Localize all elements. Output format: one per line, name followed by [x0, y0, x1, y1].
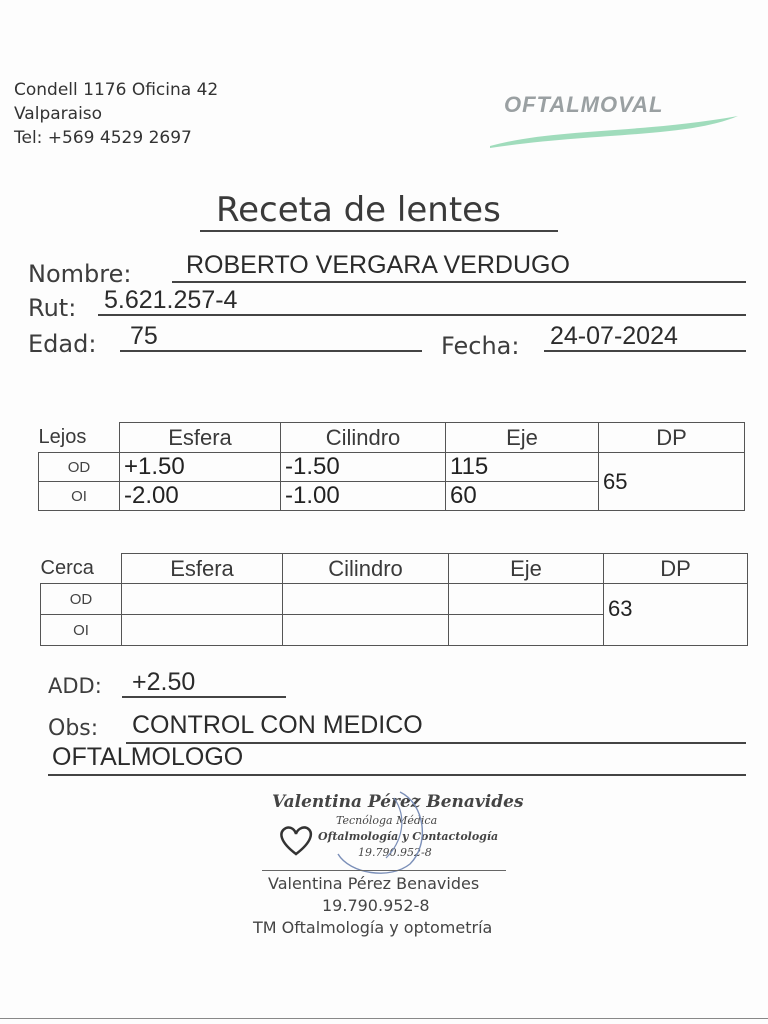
add-line: [122, 696, 286, 698]
nombre-value: ROBERTO VERGARA VERDUGO: [186, 251, 570, 279]
cerca-od-label: OD: [41, 584, 122, 615]
signer-title: TM Oftalmología y optometría: [253, 918, 493, 937]
lejos-od-label: OD: [39, 453, 120, 482]
add-label: ADD:: [48, 674, 102, 698]
cerca-od-eje: [449, 584, 604, 615]
lejos-oi-label: OI: [39, 482, 120, 511]
stamp-line-2: Oftalmología y Contactología: [318, 830, 499, 843]
page-bottom-divider: [0, 1018, 768, 1019]
cerca-dp-value: 63: [604, 584, 748, 646]
lejos-label: Lejos: [38, 425, 87, 448]
fecha-label: Fecha:: [441, 332, 520, 360]
cerca-od-cilindro: [283, 584, 449, 615]
cerca-oi-eje: [449, 615, 604, 646]
cerca-header-cilindro: Cilindro: [283, 554, 449, 584]
logo-wave-icon: [486, 110, 746, 152]
stamp-line-1: Tecnóloga Médica: [336, 814, 438, 827]
cerca-header-dp: DP: [604, 554, 748, 584]
signer-name: Valentina Pérez Benavides: [268, 874, 480, 893]
page-title: Receta de lentes: [216, 190, 501, 230]
lejos-oi-esfera: -2.00: [120, 482, 281, 511]
cerca-oi-cilindro: [283, 615, 449, 646]
fecha-line: [544, 350, 746, 352]
rut-value: 5.621.257-4: [104, 286, 238, 314]
obs-underline-2: [48, 774, 746, 776]
lejos-header-esfera: Esfera: [120, 423, 281, 453]
lejos-header-eje: Eje: [446, 423, 599, 453]
fecha-value: 24-07-2024: [550, 322, 678, 350]
cerca-oi-esfera: [122, 615, 283, 646]
signature-scribble-icon: [330, 784, 440, 880]
obs-label: Obs:: [48, 716, 99, 741]
cerca-table: [40, 553, 748, 646]
stamp-line-3: 19.790.952-8: [358, 846, 432, 859]
obs-line-2: OFTALMOLOGO: [52, 743, 244, 771]
signer-rut: 19.790.952-8: [322, 896, 430, 915]
lejos-oi-cilindro: -1.00: [281, 482, 446, 511]
address-line-2: Valparaiso: [14, 104, 103, 124]
cerca-label: Cerca: [40, 556, 94, 579]
table-row: [41, 584, 748, 615]
table-row: [39, 453, 745, 482]
edad-value: 75: [130, 322, 158, 350]
address-line-1: Condell 1176 Oficina 42: [14, 80, 219, 100]
edad-line: [120, 350, 422, 352]
lejos-dp-value: 65: [599, 453, 745, 511]
lejos-od-eje: 115: [446, 453, 599, 482]
lejos-header-dp: DP: [599, 423, 745, 453]
lejos-oi-eje: 60: [446, 482, 599, 511]
cerca-header-esfera: Esfera: [122, 554, 283, 584]
cerca-oi-label: OI: [41, 615, 122, 646]
lejos-od-cilindro: -1.50: [281, 453, 446, 482]
lejos-od-esfera: +1.50: [120, 453, 281, 482]
lejos-table: [38, 422, 745, 511]
rut-line: [98, 314, 746, 316]
nombre-line: [172, 281, 746, 283]
cerca-od-esfera: [122, 584, 283, 615]
add-value: +2.50: [132, 668, 196, 696]
signature-line: [262, 870, 506, 871]
lejos-header-cilindro: Cilindro: [281, 423, 446, 453]
title-underline: [200, 230, 558, 232]
edad-label: Edad:: [28, 330, 97, 358]
rut-label: Rut:: [28, 294, 77, 322]
stamp-signature-script: Valentina Pérez Benavides: [272, 792, 524, 812]
heart-icon: [276, 822, 316, 858]
cerca-header-eje: Eje: [449, 554, 604, 584]
obs-line-1: CONTROL CON MEDICO: [132, 711, 423, 739]
logo-text: OFTALMOVAL: [504, 92, 664, 117]
nombre-label: Nombre:: [28, 260, 132, 288]
phone: Tel: +569 4529 2697: [14, 128, 192, 148]
